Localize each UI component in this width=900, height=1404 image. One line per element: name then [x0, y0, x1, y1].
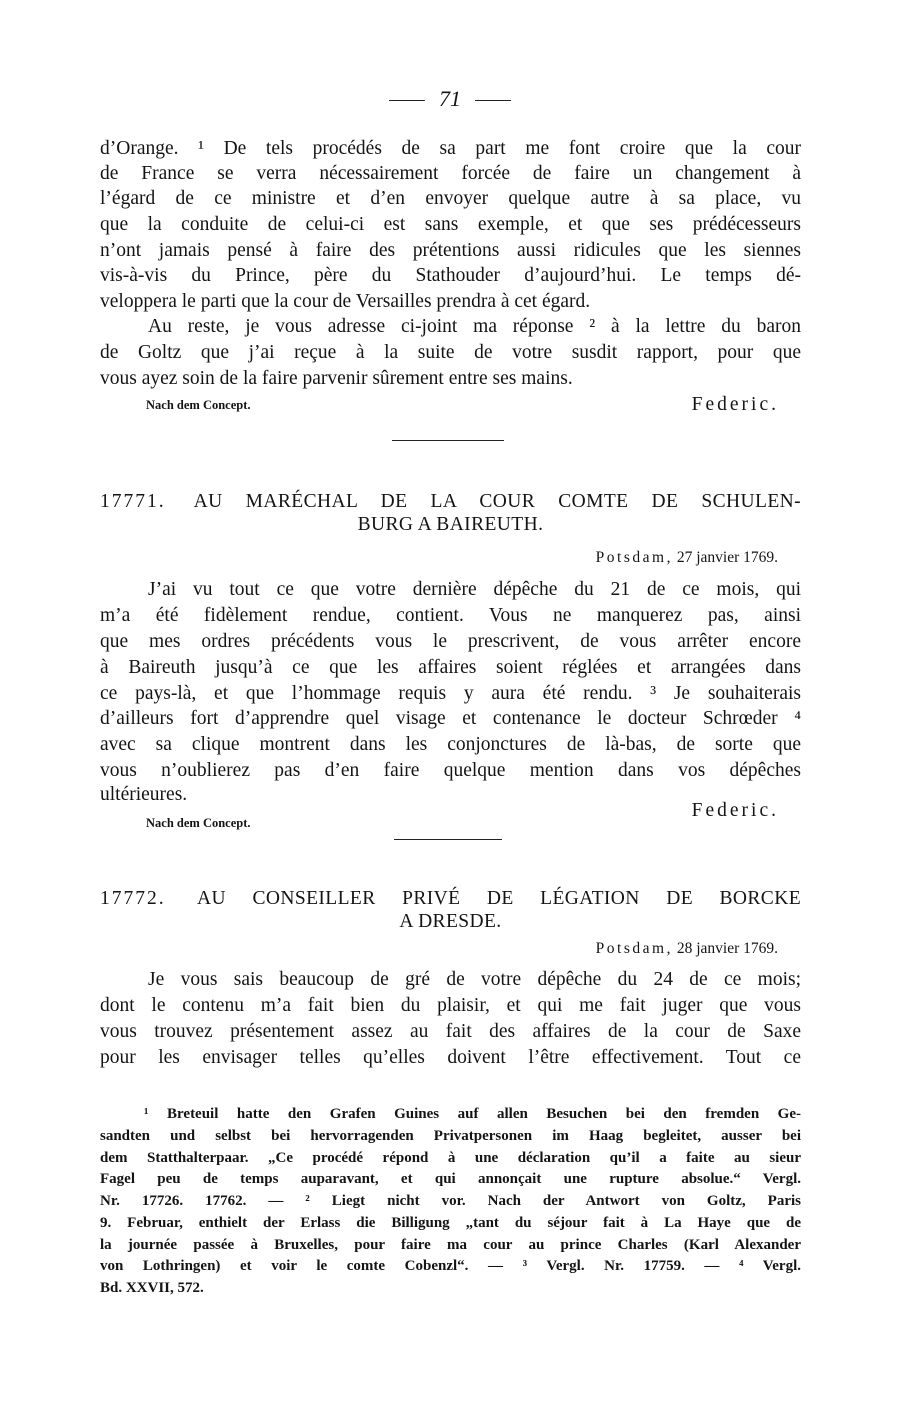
text-line: que la conduite de celui-ci est sans exemple, et que ses prédécesseurs — [100, 214, 801, 235]
text-line: vous ayez soin de la faire parvenir sûrement entre ses mains. — [100, 368, 573, 389]
page-header — [0, 86, 900, 112]
text-line: que mes ordres précédents vous le prescrivent, de vous arrêter encore — [100, 631, 801, 652]
text-line: Au reste, je vous adresse ci-joint ma réponse ² à la lettre du baron — [148, 316, 801, 337]
text-line: de France se verra nécessairement forcée de faire un changement à — [100, 163, 801, 184]
footnote-line: sandten und selbst bei hervorragenden Privatpersonen im Haag begleitet, ausser bei — [100, 1128, 801, 1144]
footnote-line: dem Statthalterpaar. „Ce procédé répond à une déclaration qu’il a faite au sieur — [100, 1150, 801, 1166]
text-line: vis-à-vis du Prince, père du Stathouder d’aujourd’hui. Le temps dé- — [100, 265, 801, 286]
text-line: d’Orange. ¹ De tels procédés de sa part me font croire que la cour — [100, 138, 801, 159]
letter-title — [100, 885, 801, 913]
concept-note: Nach dem Concept. — [146, 398, 251, 412]
text-line: veloppera le parti que la cour de Versailles prendra à cet égard. — [100, 291, 591, 312]
letter-title-line2: BURG A BAIREUTH. — [357, 514, 544, 535]
date-place: Potsdam, — [595, 940, 673, 957]
text-line: pour les envisager telles qu’elles doivent l’être effectivement. Tout ce — [100, 1047, 801, 1068]
footnote-line: Nr. 17726. 17762. — ² Liegt nicht vor. Nach der Antwort von Goltz, Paris — [100, 1193, 801, 1209]
text-line: ce pays-là, et que l’hommage requis y aura été rendu. ³ Je souhaiterais — [100, 683, 801, 704]
section-divider — [392, 440, 504, 441]
text-line: d’ailleurs fort d’apprendre quel visage et contenance le docteur Schrœder ⁴ — [100, 708, 801, 729]
signature: Federic. — [691, 394, 779, 415]
dateline — [596, 940, 778, 958]
date-place: Potsdam, — [595, 549, 673, 566]
concept-note: Nach dem Concept. — [146, 816, 251, 830]
text-line: J’ai vu tout ce que votre dernière dépêche du 21 de ce mois, qui — [148, 579, 801, 600]
text-line: de Goltz que j’ai reçue à la suite de votre susdit rapport, pour que — [100, 342, 801, 363]
footnote-line: Bd. XXVII, 572. — [100, 1280, 204, 1296]
text-line: Je vous sais beaucoup de gré de votre dépêche du 24 de ce mois; — [148, 969, 801, 990]
footnote-line: la journée passée à Bruxelles, pour faire ma cour au prince Charles (Karl Alexander — [100, 1237, 801, 1253]
footnote-line: Fagel peu de temps auparavant, et qui annonçait une rupture absolue.“ Vergl. — [100, 1171, 801, 1187]
text-line: l’égard de ce ministre et d’en envoyer quelque autre à sa place, vu — [100, 188, 801, 209]
letter-title-line2: A DRESDE. — [399, 911, 502, 932]
text-line: vous n’oublierez pas d’en faire quelque mention dans vos dépêches — [100, 760, 801, 781]
text-line: n’ont jamais pensé à faire des prétentions aussi ridicules que les siennes — [100, 240, 801, 261]
text-line: à Baireuth jusqu’à ce que les affaires soient réglées et arrangées dans — [100, 657, 801, 678]
dateline — [596, 549, 778, 567]
text-line: dont le contenu m’a fait bien du plaisir, et qui me fait juger que vous — [100, 995, 801, 1016]
letter-title-line1: AU CONSEILLER PRIVÉ DE LÉGATION DE BORCKE — [197, 888, 802, 909]
footnote-line: ¹ Breteuil hatte den Grafen Guines auf allen Besuchen bei den fremden Ge- — [144, 1106, 801, 1122]
footnote-line: 9. Februar, enthielt der Erlass die Billigung „tant du séjour fait à La Haye que de — [100, 1215, 801, 1231]
signature: Federic. — [691, 800, 779, 821]
header-dash-left — [389, 100, 425, 101]
letter-number: 17772. — [100, 888, 166, 909]
text-line: m’a été fidèlement rendue, contient. Vous ne manquerez pas, ainsi — [100, 605, 801, 626]
header-dash-right — [475, 100, 511, 101]
letter-number: 17771. — [100, 491, 166, 512]
section-divider — [394, 839, 502, 840]
footnote-line: von Lothringen) et voir le comte Cobenzl“. — ³ Vergl. Nr. 17759. — ⁴ Vergl. — [100, 1258, 801, 1274]
date: 27 janvier 1769. — [676, 549, 778, 566]
date: 28 janvier 1769. — [676, 940, 778, 957]
letter-title — [100, 488, 801, 516]
text-line: avec sa clique montrent dans les conjonctures de là-bas, de sorte que — [100, 734, 801, 755]
letter-title-line1: AU MARÉCHAL DE LA COUR COMTE DE SCHULEN- — [193, 491, 802, 512]
page-number: 71 — [439, 86, 461, 111]
text-line: ultérieures. — [100, 784, 188, 805]
text-line: vous trouvez présentement assez au fait des affaires de la cour de Saxe — [100, 1021, 801, 1042]
